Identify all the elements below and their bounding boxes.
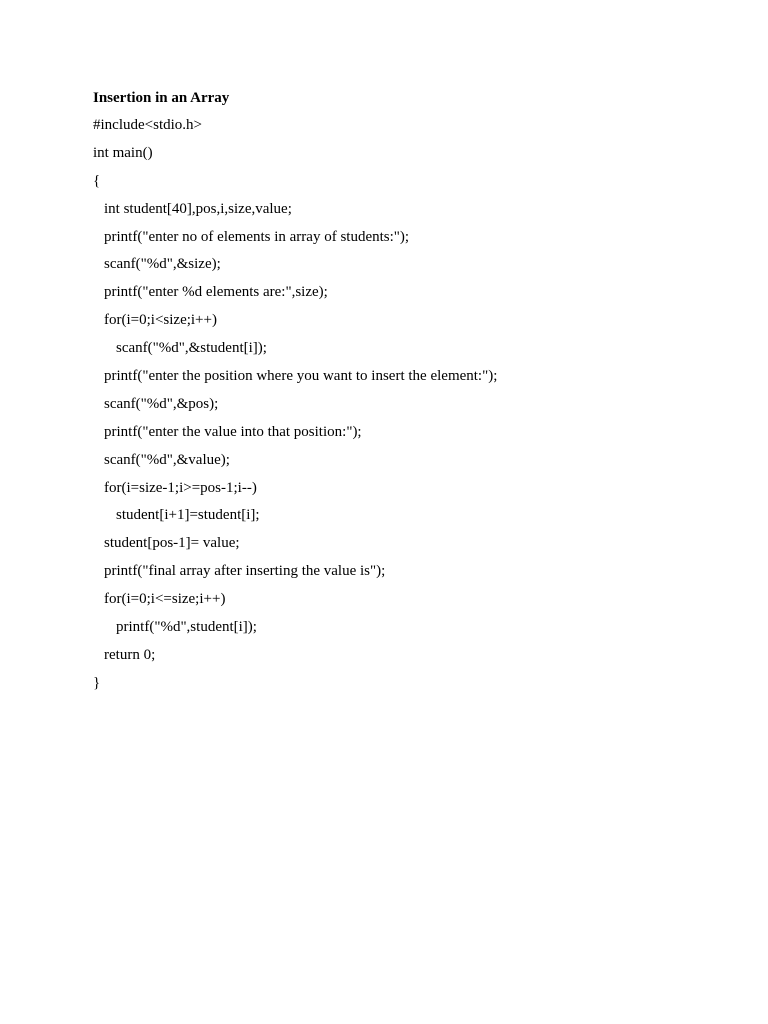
code-line: for(i=size-1;i>=pos-1;i--) [104,479,257,496]
code-line: printf("enter %d elements are:",size); [104,284,328,301]
document-body [93,84,693,698]
code-line: int student[40],pos,i,size,value; [104,200,292,217]
code-line: student[i+1]=student[i]; [116,507,260,524]
code-line: printf("enter no of elements in array of students:"); [104,228,410,245]
code-line: scanf("%d",&value); [104,451,230,468]
code-line: scanf("%d",&pos); [104,395,219,412]
code-line: for(i=0;i<=size;i++) [104,591,226,608]
code-line: printf("enter the value into that position:"); [104,423,362,440]
code-line: printf("%d",student[i]); [116,619,257,636]
code-line: int main() [93,144,153,161]
code-line: return 0; [104,646,156,663]
code-line: { [93,172,101,189]
code-line: scanf("%d",&student[i]); [116,340,267,357]
code-line: #include<stdio.h> [93,117,202,133]
code-line: } [93,674,101,691]
code-line: scanf("%d",&size); [104,256,221,273]
document-title: Insertion in an Array [93,90,230,106]
code-line: printf("enter the position where you want to insert the element:"); [104,368,498,385]
code-line: for(i=0;i<size;i++) [104,312,217,329]
code-line: printf("final array after inserting the value is"); [104,563,386,580]
code-line: student[pos-1]= value; [104,535,240,552]
